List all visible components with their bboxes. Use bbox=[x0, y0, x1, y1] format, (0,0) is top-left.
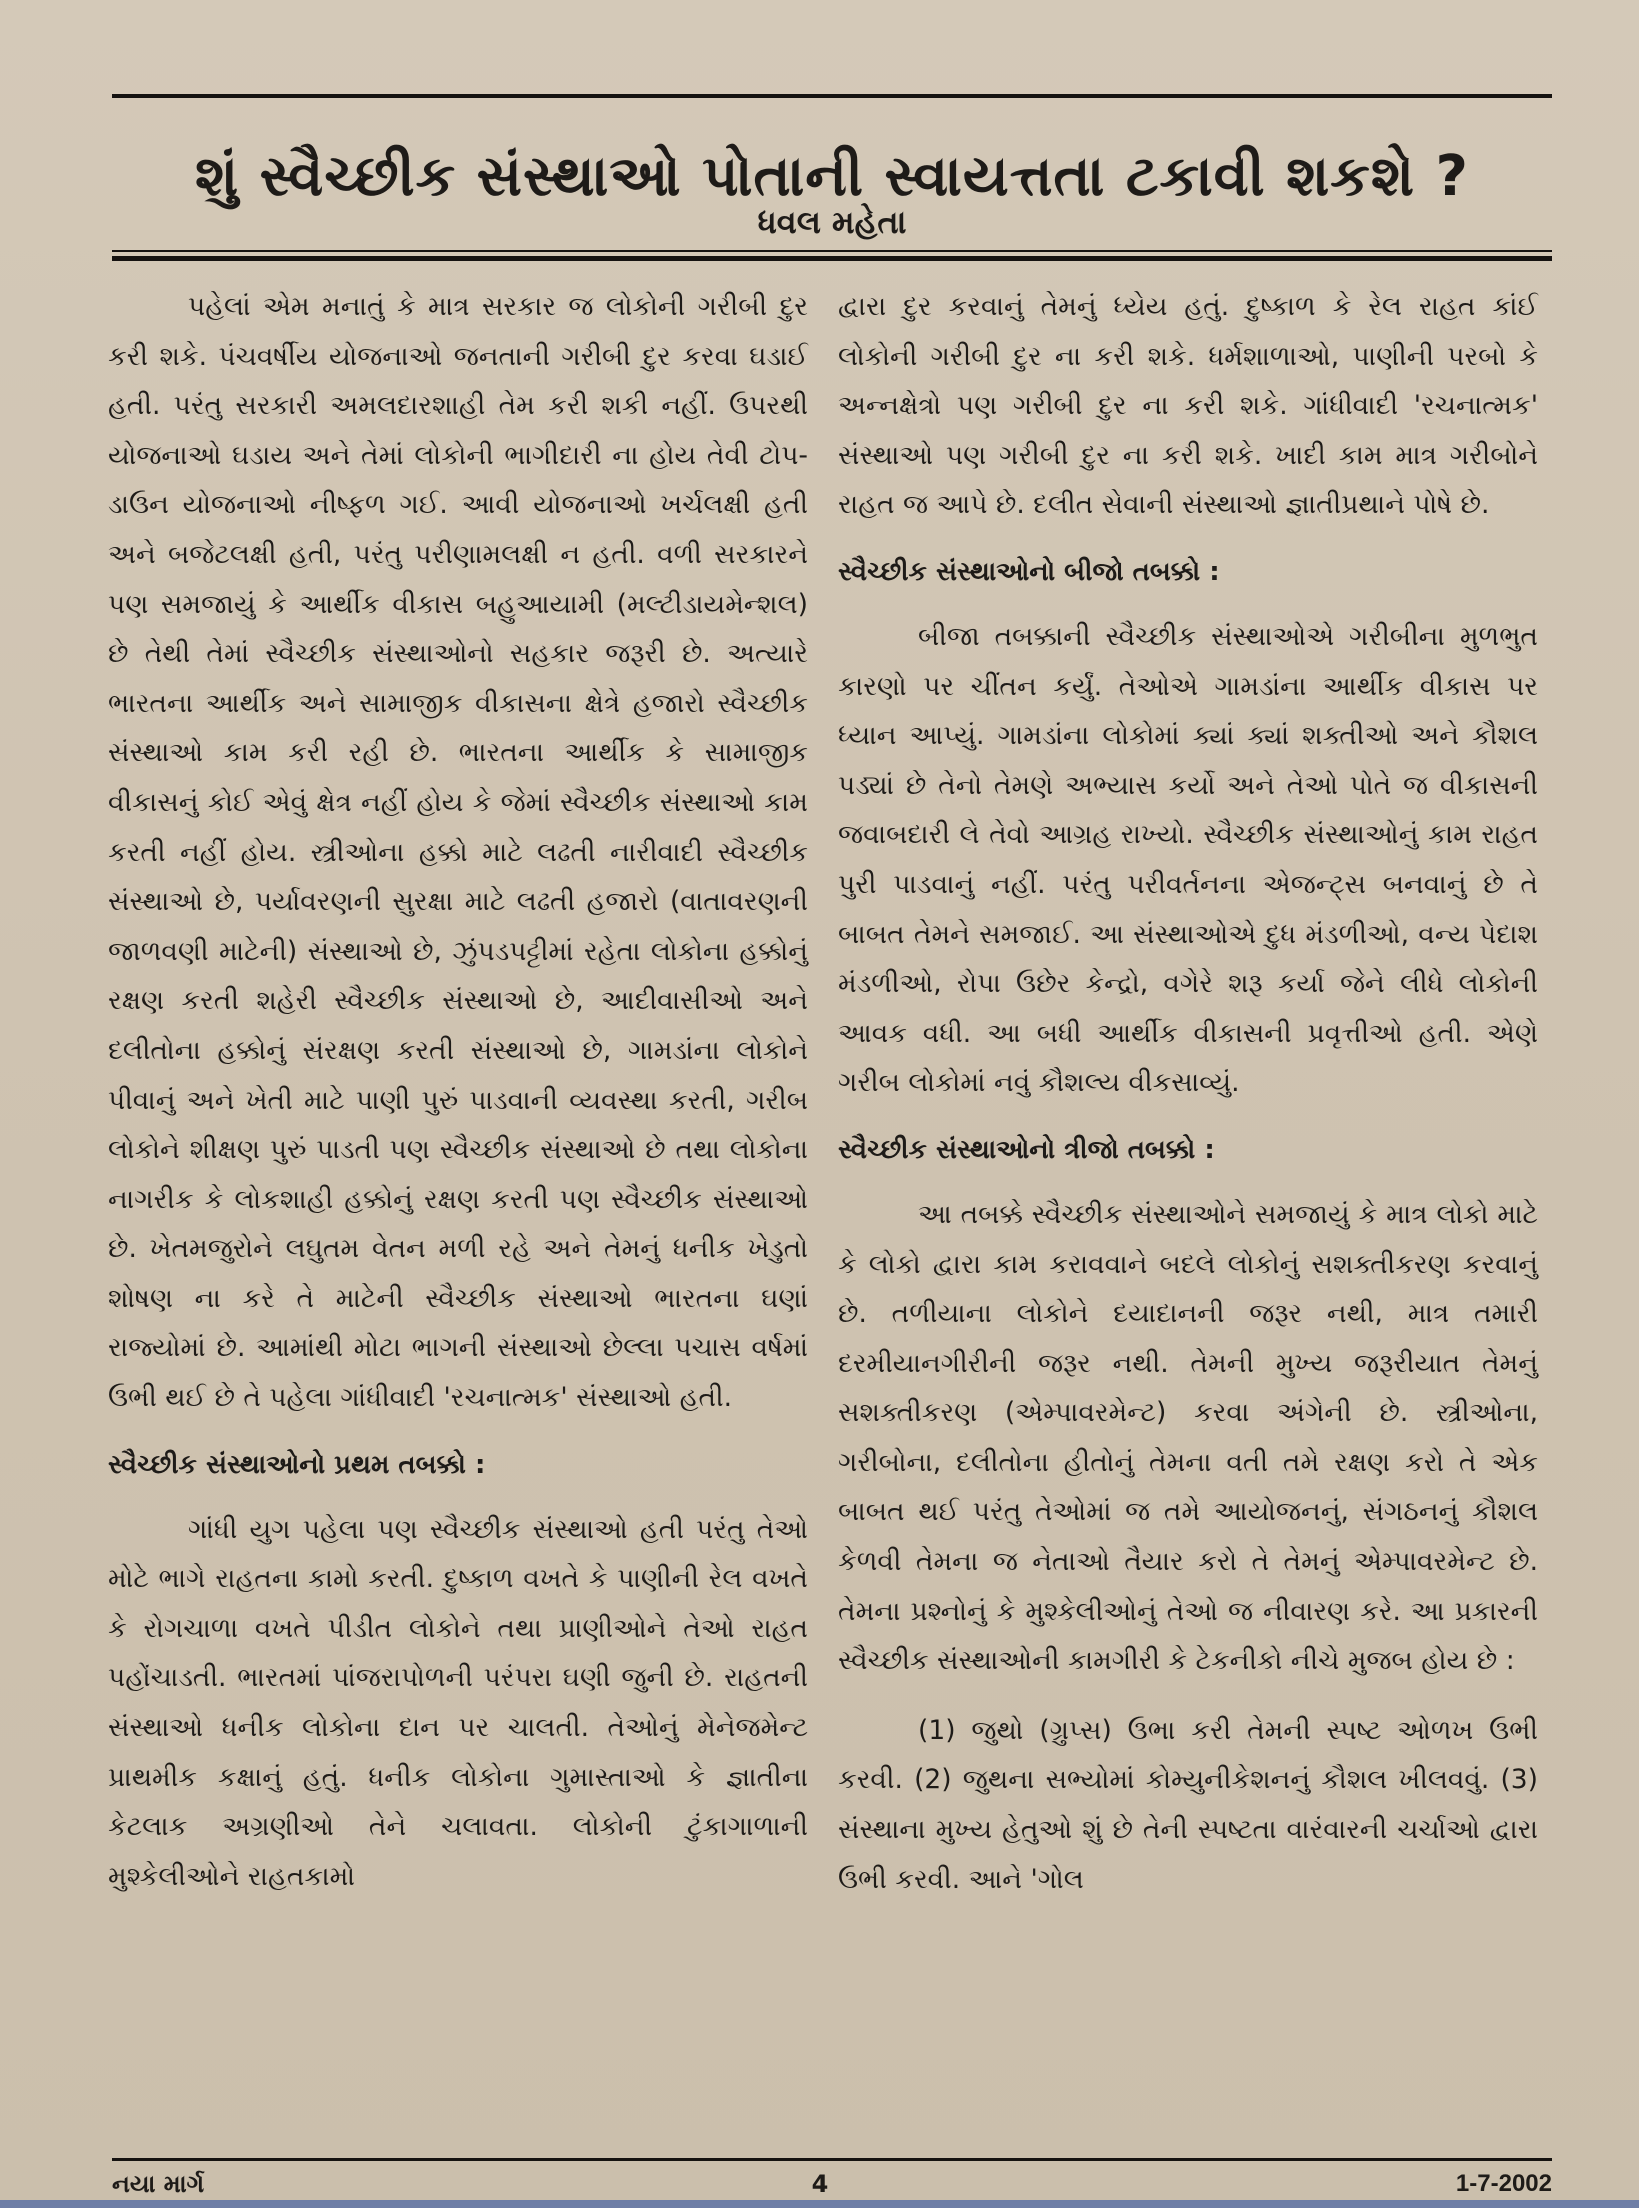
footer-page-number: 4 bbox=[811, 2170, 829, 2198]
article-title: શું સ્વૈચ્છીક સંસ્થાઓ પોતાની સ્વાયત્તતા ટકાવી શકશે ? bbox=[195, 143, 1469, 209]
intro-paragraph: પહેલાં એમ મનાતું કે માત્ર સરકાર જ લોકોની ગરીબી દુર કરી શકે. પંચવર્ષીય યોજનાઓ જનતાની ગરીબી દુર કરવા ઘડાઈ હતી. પરંતુ સરકારી અમલદારશાહી તેમ કરી શકી નહીં. ઉપરથી યોજનાઓ ઘડાય અને તેમાં લોકોની ભાગીદારી ના હોય તેવી ટોપ-ડાઉન યોજનાઓ નીષ્ફળ ગઈ. આવી યોજનાઓ ખર્ચલક્ષી હતી અને બજેટલક્ષી હતી, પરંતુ પરીણામલક્ષી ન હતી. વળી સરકારને પણ સમજાયું કે આર્થીક વીકાસ બહુઆયામી (મલ્ટીડાયમેન્શલ) છે તેથી તેમાં સ્વૈચ્છીક સંસ્થાઓનો સહકાર જરૂરી છે. અત્યારે ભારતના આર્થીક અને સામાજીક વીકાસના ક્ષેત્રે હજારો સ્વૈચ્છીક સંસ્થાઓ કામ કરી રહી છે. ભારતના આર્થીક કે સામાજીક વીકાસનું કોઈ એવું ક્ષેત્ર નહીં હોય કે જેમાં સ્વૈચ્છીક સંસ્થાઓ કામ કરતી નહીં હોય. સ્ત્રીઓના હક્કો માટે લઢતી નારીવાદી સ્વૈચ્છીક સંસ્થાઓ છે, પર્યાવરણની સુરક્ષા માટે લઢતી હજારો (વાતાવરણની જાળવણી માટેની) સંસ્થાઓ છે, ઝુંપડપટ્ટીમાં રહેતા લોકોના હક્કોનું રક્ષણ કરતી શહેરી સ્વૈચ્છીક સંસ્થાઓ છે, આદીવાસીઓ અને દલીતોના હક્કોનું સંરક્ષણ કરતી સંસ્થાઓ છે, ગામડાંના લોકોને પીવાનું અને ખેતી માટે પાણી પુરું પાડવાની વ્યવસ્થા કરતી, ગરીબ લોકોને શીક્ષણ પુરું પાડતી પણ સ્વૈચ્છીક સંસ્થાઓ છે તથા લોકોના નાગરીક કે લોકશાહી હક્કોનું રક્ષણ કરતી પણ સ્વૈચ્છીક સંસ્થાઓ છે. ખેતમજુરોને લઘુતમ વેતન મળી રહે અને તેમનું ધનીક ખેડુતો શોષણ ના કરે તે માટેની સ્વૈચ્છીક સંસ્થાઓ ભારતના ઘણાં રાજ્યોમાં છે. આમાંથી મોટા ભાગની સંસ્થાઓ છેલ્લા પચાસ વર્ષમાં ઉભી થઈ છે તે પહેલા ગાંધીવાદી 'રચનાત્મક' સંસ્થાઓ હતી. bbox=[108, 291, 808, 1414]
footer-date: 1-7-2002 bbox=[1455, 2170, 1552, 2197]
section-heading-first-phase: સ્વૈચ્છીક સંસ્થાઓનો પ્રથમ તબક્કો : bbox=[108, 1449, 486, 1480]
section-heading-second-phase: સ્વૈચ્છીક સંસ્થાઓનો બીજો તબક્કો : bbox=[838, 556, 1220, 587]
header-rule-thin bbox=[112, 250, 1552, 252]
right-column bbox=[838, 282, 1538, 1904]
footer-publication-name: નયા માર્ગ bbox=[112, 2170, 205, 2198]
first-phase-continued-paragraph: દ્વારા દુર કરવાનું તેમનું ધ્યેય હતું. દુષ્કાળ કે રેલ રાહત કાંઈ લોકોની ગરીબી દુર ના કરી શકે. ધર્મશાળાઓ, પાણીની પરબો કે અન્નક્ષેત્રો પણ ગરીબી દુર ના કરી શકે. ગાંધીવાદી 'રચનાત્મક' સંસ્થાઓ પણ ગરીબી દુર ના કરી શકે. ખાદી કામ માત્ર ગરીબોને રાહત જ આપે છે. દલીત સેવાની સંસ્થાઓ જ્ઞાતીપ્રથાને પોષે છે. bbox=[838, 291, 1538, 521]
left-column bbox=[108, 282, 808, 1901]
top-rule bbox=[112, 94, 1552, 98]
second-phase-paragraph: બીજા તબક્કાની સ્વૈચ્છીક સંસ્થાઓએ ગરીબીના મુળભુત કારણો પર ચીંતન કર્યું. તેઓએ ગામડાંના આર્થીક વીકાસ પર ધ્યાન આપ્યું. ગામડાંના લોકોમાં ક્યાં ક્યાં શક્તીઓ અને કૌશલ પડ્યાં છે તેનો તેમણે અભ્યાસ કર્યો અને તેઓ પોતે જ વીકાસની જવાબદારી લે તેવો આગ્રહ રાખ્યો. સ્વૈચ્છીક સંસ્થાઓનું કામ રાહત પુરી પાડવાનું નહીં. પરંતુ પરીવર્તનના એજન્ટ્સ બનવાનું છે તે બાબત તેમને સમજાઈ. આ સંસ્થાઓએ દુધ મંડળીઓ, વન્ય પેદાશ મંડળીઓ, રોપા ઉછેર કેન્દ્રો, વગેરે શરૂ કર્યા જેને લીધે લોકોની આવક વધી. આ બધી આર્થીક વીકાસની પ્રવૃત્તીઓ હતી. એણે ગરીબ લોકોમાં નવું કૌશલ્ય વીકસાવ્યું. bbox=[838, 620, 1538, 1099]
third-phase-paragraph: આ તબક્કે સ્વૈચ્છીક સંસ્થાઓને સમજાયું કે માત્ર લોકો માટે કે લોકો દ્વારા કામ કરાવવાને બદલે લોકોનું સશક્તીકરણ કરવાનું છે. તળીયાના લોકોને દયાદાનની જરૂર નથી, માત્ર તમારી દરમીયાનગીરીની જરૂર નથી. તેમની મુખ્ય જરૂરીયાત તેમનું સશક્તીકરણ (એમ્પાવરમેન્ટ) કરવા અંગેની છે. સ્ત્રીઓના, ગરીબોના, દલીતોના હીતોનું તેમના વતી તમે રક્ષણ કરો તે એક બાબત થઈ પરંતુ તેઓમાં જ તમે આયોજનનું, સંગઠનનું કૌશલ કેળવી તેમના જ નેતાઓ તૈયાર કરો તે તેમનું એમ્પાવરમેન્ટ છે. તેમના પ્રશ્નોનું કે મુશ્કેલીઓનું તેઓ જ નીવારણ કરે. આ પ્રકારની સ્વૈચ્છીક સંસ્થાઓની કામગીરી કે ટેકનીકો નીચે મુજબ હોય છે : bbox=[838, 1198, 1538, 1677]
first-phase-paragraph: ગાંધી યુગ પહેલા પણ સ્વૈચ્છીક સંસ્થાઓ હતી પરંતુ તેઓ મોટે ભાગે રાહતના કામો કરતી. દુષ્કાળ વખતે કે પાણીની રેલ વખતે કે રોગચાળા વખતે પીડીત લોકોને તથા પ્રાણીઓને તેઓ રાહત પહોંચાડતી. ભારતમાં પાંજરાપોળની પરંપરા ઘણી જુની છે. રાહતની સંસ્થાઓ ધનીક લોકોના દાન પર ચાલતી. તેઓનું મેનેજમેન્ટ પ્રાથમીક કક્ષાનું હતું. ધનીક લોકોના ગુમાસ્તાઓ કે જ્ઞાતીના કેટલાક અગ્રણીઓ તેને ચલાવતા. લોકોની ટુંકાગાળાની મુશ્કેલીઓને રાહતકામો bbox=[108, 1513, 808, 1892]
section-heading-third-phase: સ્વૈચ્છીક સંસ્થાઓનો ત્રીજો તબક્કો : bbox=[838, 1134, 1215, 1165]
scan-edge-strip bbox=[0, 2200, 1639, 2208]
footer-rule bbox=[112, 2158, 1552, 2161]
header-rule-thick bbox=[112, 256, 1552, 261]
article-author: ધવલ મહેતા bbox=[757, 203, 907, 241]
techniques-paragraph: (1) જુથો (ગ્રુપ્સ) ઉભા કરી તેમની સ્પષ્ટ ઓળખ ઉભી કરવી. (2) જુથના સભ્યોમાં કોમ્યુનીકેશનનું કૌશલ ખીલવવું. (3) સંસ્થાના મુખ્ય હેતુઓ શું છે તેની સ્પષ્ટતા વારંવારની ચર્ચાઓ દ્વારા ઉભી કરવી. આને 'ગોલ bbox=[838, 1714, 1538, 1895]
